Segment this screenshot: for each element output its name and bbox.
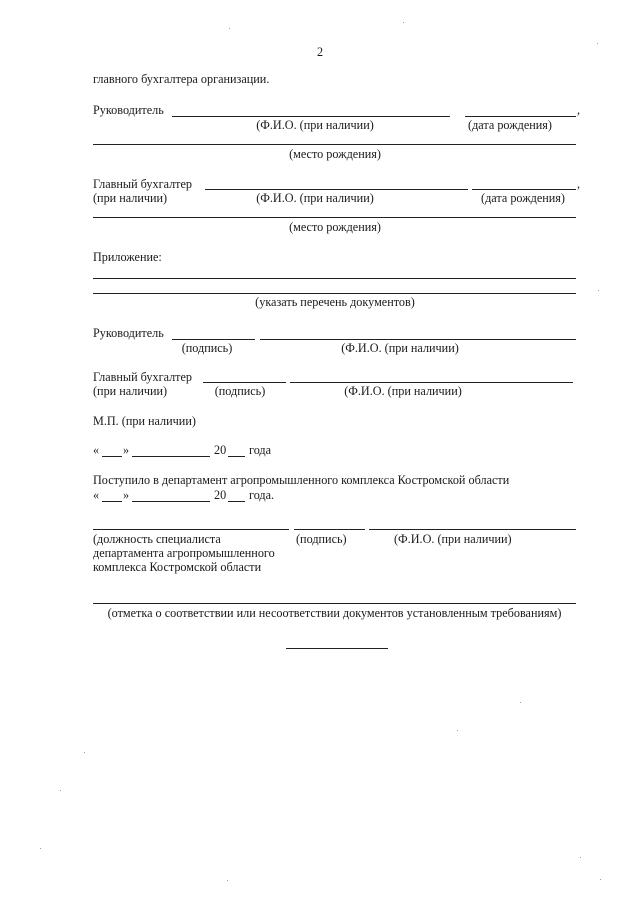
head-name-line[interactable] bbox=[172, 116, 450, 117]
scan-speck bbox=[598, 290, 599, 291]
receipt-quote-open: « bbox=[93, 488, 100, 502]
signature-accountant-qualifier: (при наличии) bbox=[93, 384, 168, 398]
scan-speck bbox=[84, 752, 85, 753]
signature-accountant-label: Главный бухгалтер bbox=[93, 370, 193, 384]
scan-speck bbox=[520, 702, 521, 703]
accountant-signature-caption: (подпись) bbox=[214, 384, 266, 398]
scan-speck bbox=[600, 879, 601, 880]
closing-separator bbox=[286, 648, 388, 649]
attachment-line-2[interactable] bbox=[93, 293, 576, 294]
receipt-year-prefix: 20 bbox=[214, 488, 227, 502]
scan-speck bbox=[580, 857, 581, 858]
head-signature-name-line[interactable] bbox=[260, 339, 576, 340]
receipt-year-line[interactable] bbox=[228, 501, 245, 502]
accountant-birth-place-line[interactable] bbox=[93, 217, 576, 218]
date-year-prefix: 20 bbox=[214, 443, 227, 457]
date-year-suffix: года bbox=[249, 443, 272, 457]
attachment-caption: (указать перечень документов) bbox=[255, 295, 415, 309]
continuation-text: главного бухгалтера организации. bbox=[93, 72, 270, 86]
signature-head-label: Руководитель bbox=[93, 326, 164, 340]
scan-speck bbox=[403, 22, 404, 23]
head-signature-line[interactable] bbox=[172, 339, 255, 340]
receipt-year-suffix: года. bbox=[249, 488, 275, 502]
head-comma: , bbox=[577, 103, 581, 117]
scan-speck bbox=[40, 848, 41, 849]
date-year-line[interactable] bbox=[228, 456, 245, 457]
scan-speck bbox=[227, 880, 228, 881]
accountant-signature-name-caption: (Ф.И.О. (при наличии) bbox=[344, 384, 462, 398]
date-quote-open: « bbox=[93, 443, 100, 457]
attachment-label: Приложение: bbox=[93, 250, 162, 264]
specialist-position-caption-1: (должность специалиста bbox=[93, 532, 221, 546]
scan-speck bbox=[597, 43, 598, 44]
accountant-birth-place-caption: (место рождения) bbox=[289, 220, 381, 234]
receipt-quote-close: » bbox=[123, 488, 130, 502]
date-day-line[interactable] bbox=[102, 456, 122, 457]
accountant-comma: , bbox=[577, 177, 581, 191]
date-quote-close: » bbox=[123, 443, 130, 457]
receipt-month-line[interactable] bbox=[132, 501, 210, 502]
accountant-name-caption: (Ф.И.О. (при наличии) bbox=[256, 191, 374, 205]
head-label: Руководитель bbox=[93, 103, 164, 117]
head-signature-caption: (подпись) bbox=[181, 341, 233, 355]
head-birth-place-caption: (место рождения) bbox=[289, 147, 381, 161]
head-birth-date-caption: (дата рождения) bbox=[468, 118, 552, 132]
receipt-text: Поступило в департамент агропромышленного комплекса Костромской области bbox=[93, 473, 510, 487]
head-name-caption: (Ф.И.О. (при наличии) bbox=[256, 118, 374, 132]
page-number: 2 bbox=[316, 45, 324, 59]
accountant-signature-line[interactable] bbox=[203, 382, 286, 383]
seal-text: М.П. (при наличии) bbox=[93, 414, 196, 428]
head-signature-name-caption: (Ф.И.О. (при наличии) bbox=[341, 341, 459, 355]
accountant-birth-date-caption: (дата рождения) bbox=[481, 191, 565, 205]
accountant-qualifier: (при наличии) bbox=[93, 191, 168, 205]
specialist-position-line[interactable] bbox=[93, 529, 289, 530]
accountant-birth-date-line[interactable] bbox=[472, 189, 576, 190]
accountant-signature-name-line[interactable] bbox=[290, 382, 573, 383]
accountant-label: Главный бухгалтер bbox=[93, 177, 193, 191]
specialist-name-caption: (Ф.И.О. (при наличии) bbox=[394, 532, 512, 546]
receipt-day-line[interactable] bbox=[102, 501, 122, 502]
specialist-signature-caption: (подпись) bbox=[296, 532, 347, 546]
specialist-name-line[interactable] bbox=[369, 529, 576, 530]
compliance-caption: (отметка о соответствии или несоответствии документов установленным требованиям) bbox=[107, 606, 562, 620]
head-birth-place-line[interactable] bbox=[93, 144, 576, 145]
specialist-signature-line[interactable] bbox=[294, 529, 365, 530]
specialist-position-caption-3: комплекса Костромской области bbox=[93, 560, 262, 574]
specialist-position-caption-2: департамента агропромышленного bbox=[93, 546, 275, 560]
scan-speck bbox=[229, 28, 230, 29]
scan-speck bbox=[60, 790, 61, 791]
attachment-line-1[interactable] bbox=[93, 278, 576, 279]
compliance-line[interactable] bbox=[93, 603, 576, 604]
accountant-name-line[interactable] bbox=[205, 189, 468, 190]
date-month-line[interactable] bbox=[132, 456, 210, 457]
scan-speck bbox=[457, 730, 458, 731]
head-birth-date-line[interactable] bbox=[465, 116, 576, 117]
